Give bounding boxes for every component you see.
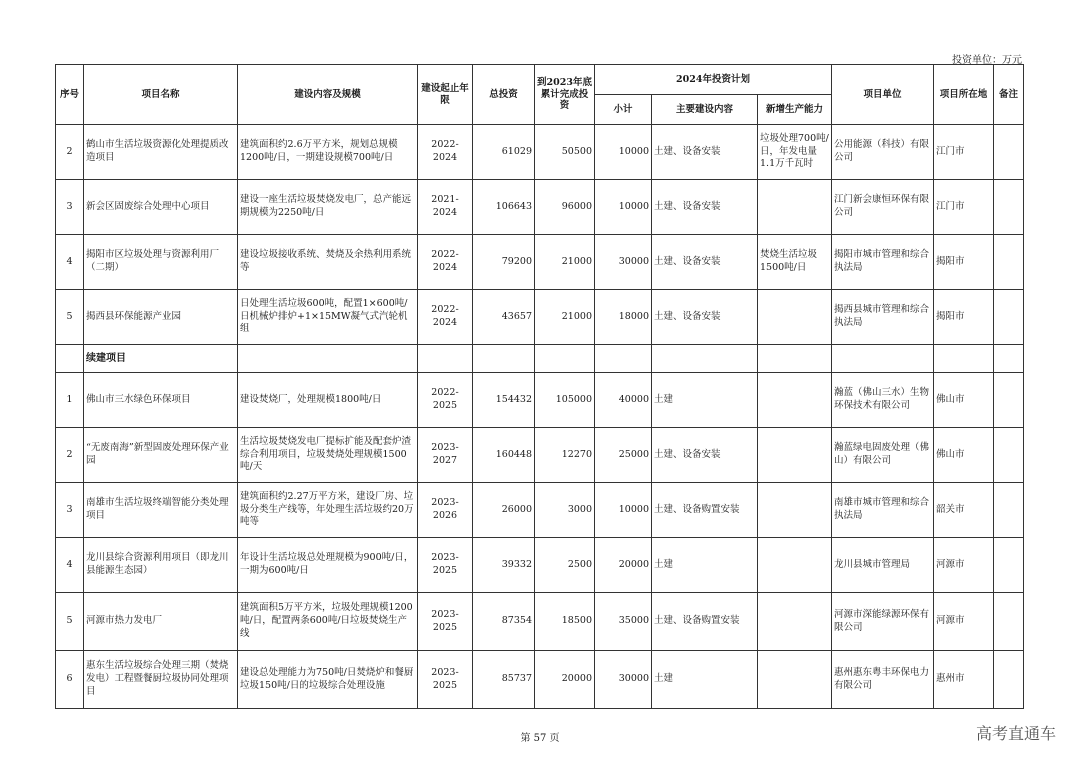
cell-unit: 瀚蓝绿电固废处理（佛山）有限公司: [832, 428, 934, 483]
cell-subtotal: 10000: [595, 483, 652, 538]
cell-done: 18500: [535, 593, 595, 651]
cell-location: 河源市: [934, 538, 994, 593]
cell-unit: 揭西县城市管理和综合执法局: [832, 290, 934, 345]
cell-period: 2021-2024: [418, 180, 473, 235]
cell-name: 揭西县环保能源产业园: [84, 290, 238, 345]
cell-subtotal: 10000: [595, 180, 652, 235]
header-location: 项目所在地: [934, 65, 994, 125]
cell-main: 土建: [652, 651, 758, 709]
cell-subtotal: 30000: [595, 651, 652, 709]
cell-remark: [994, 483, 1024, 538]
table-row: [56, 593, 1024, 651]
cell-content: 建设焚烧厂，处理规模1800吨/日: [238, 373, 418, 428]
cell-unit: 瀚蓝（佛山三水）生物环保技术有限公司: [832, 373, 934, 428]
cell-subtotal: 18000: [595, 290, 652, 345]
cell-done: 21000: [535, 290, 595, 345]
header-capacity: 新增生产能力: [758, 95, 832, 125]
cell-total: 39332: [473, 538, 535, 593]
cell-seq: 2: [56, 428, 84, 483]
cell-remark: [994, 290, 1024, 345]
cell-seq: 3: [56, 483, 84, 538]
cell-seq: 3: [56, 180, 84, 235]
cell-remark: [994, 235, 1024, 290]
cell-done: 96000: [535, 180, 595, 235]
cell-period: 2022-2024: [418, 125, 473, 180]
cell-capacity: [758, 180, 832, 235]
watermark-text: 高考直通车: [975, 724, 1056, 743]
header-name: 项目名称: [84, 65, 238, 125]
cell-location: 佛山市: [934, 373, 994, 428]
cell-location: 佛山市: [934, 428, 994, 483]
cell-location: 揭阳市: [934, 290, 994, 345]
cell-capacity: 垃圾处理700吨/日，年发电量1.1万千瓦时: [758, 125, 832, 180]
cell-content: 建筑面积约2.6万平方米，规划总规模1200吨/日，一期建设规模700吨/日: [238, 125, 418, 180]
cell-main: 土建、设备安装: [652, 180, 758, 235]
cell-period: 2023-2027: [418, 428, 473, 483]
cell-remark: [994, 180, 1024, 235]
cell-content: 建筑面积约2.27万平方米，建设厂房、垃圾分类生产线等，年处理生活垃圾约20万吨等: [238, 483, 418, 538]
cell-remark: [994, 593, 1024, 651]
cell-unit: 揭阳市城市管理和综合执法局: [832, 235, 934, 290]
cell-subtotal: 35000: [595, 593, 652, 651]
table-row: [56, 483, 1024, 538]
cell-period: 2023-2026: [418, 483, 473, 538]
header-seq: 序号: [56, 65, 84, 125]
cell-content: 建筑面积5万平方米，垃圾处理规模1200吨/日，配置两条600吨/日垃圾焚烧生产线: [238, 593, 418, 651]
header-unit: 项目单位: [832, 65, 934, 125]
cell-name: 南雄市生活垃圾终端智能分类处理项目: [84, 483, 238, 538]
cell-period: 2022-2024: [418, 290, 473, 345]
header-plan-2024: 2024年投资计划: [595, 65, 832, 95]
cell-content: 建设总处理能力为750吨/日焚烧炉和餐厨垃圾150吨/日的垃圾综合处理设施: [238, 651, 418, 709]
cell-main: 土建、设备安装: [652, 428, 758, 483]
cell-seq: 5: [56, 593, 84, 651]
cell-content: 生活垃圾焚烧发电厂提标扩能及配套炉渣综合利用项目，垃圾焚烧处理规模1500吨/天: [238, 428, 418, 483]
cell-remark: [994, 428, 1024, 483]
cell-location: 揭阳市: [934, 235, 994, 290]
cell-subtotal: 25000: [595, 428, 652, 483]
cell-seq: 1: [56, 373, 84, 428]
header-content: 建设内容及规模: [238, 65, 418, 125]
cell-content: 日处理生活垃圾600吨，配置1×600吨/日机械炉排炉+1×15MW凝气式汽轮机组: [238, 290, 418, 345]
cell-name: 新会区固废综合处理中心项目: [84, 180, 238, 235]
table-row: [56, 651, 1024, 709]
cell-done: 105000: [535, 373, 595, 428]
cell-remark: [994, 373, 1024, 428]
cell-total: 85737: [473, 651, 535, 709]
cell-main: 土建: [652, 538, 758, 593]
cell-period: 2023-2025: [418, 593, 473, 651]
cell-subtotal: 40000: [595, 373, 652, 428]
cell-location: 河源市: [934, 593, 994, 651]
cell-name: “无废南海”新型固废处理环保产业园: [84, 428, 238, 483]
cell-main: 土建: [652, 373, 758, 428]
cell-done: 20000: [535, 651, 595, 709]
cell-seq: 6: [56, 651, 84, 709]
cell-remark: [994, 538, 1024, 593]
cell-total: 87354: [473, 593, 535, 651]
cell-main: 土建、设备安装: [652, 235, 758, 290]
header-done: 到2023年底累计完成投资: [535, 65, 595, 125]
cell-done: 50500: [535, 125, 595, 180]
cell-unit: 惠州惠东粤丰环保电力有限公司: [832, 651, 934, 709]
cell-period: 2023-2025: [418, 651, 473, 709]
table-row: [56, 538, 1024, 593]
cell-content: 建设一座生活垃圾焚烧发电厂，总产能远期规模为2250吨/日: [238, 180, 418, 235]
cell-name: 佛山市三水绿色环保项目: [84, 373, 238, 428]
header-remark: 备注: [994, 65, 1024, 125]
cell-done: 2500: [535, 538, 595, 593]
page-number: 第 57 页: [520, 733, 560, 744]
cell-main: 土建、设备安装: [652, 290, 758, 345]
cell-name: 惠东生活垃圾综合处理三期（焚烧发电）工程暨餐厨垃圾协同处理项目: [84, 651, 238, 709]
cell-content: 年设计生活垃圾总处理规模为900吨/日，一期为600吨/日: [238, 538, 418, 593]
cell-period: 2022-2024: [418, 235, 473, 290]
header-total: 总投资: [473, 65, 535, 125]
cell-name: 龙川县综合资源利用项目（即龙川县能源生态园）: [84, 538, 238, 593]
cell-location: 江门市: [934, 180, 994, 235]
cell-done: 12270: [535, 428, 595, 483]
table-row: [56, 125, 1024, 180]
cell-remark: [994, 125, 1024, 180]
unit-note: 投资单位：万元: [952, 55, 1022, 66]
cell-done: 3000: [535, 483, 595, 538]
header-subtotal: 小计: [595, 95, 652, 125]
table-row: [56, 235, 1024, 290]
cell-capacity: 焚烧生活垃圾1500吨/日: [758, 235, 832, 290]
table-row: [56, 290, 1024, 345]
cell-total: 106643: [473, 180, 535, 235]
cell-location: 韶关市: [934, 483, 994, 538]
cell-unit: 公用能源（科技）有限公司: [832, 125, 934, 180]
investment-table: [55, 64, 1024, 709]
cell-unit: 龙川县城市管理局: [832, 538, 934, 593]
cell-total: 79200: [473, 235, 535, 290]
cell-total: 43657: [473, 290, 535, 345]
cell-unit: 南雄市城市管理和综合执法局: [832, 483, 934, 538]
header-main-content: 主要建设内容: [652, 95, 758, 125]
cell-name: 揭阳市区垃圾处理与资源利用厂（二期）: [84, 235, 238, 290]
cell-capacity: [758, 483, 832, 538]
cell-capacity: [758, 538, 832, 593]
cell-capacity: [758, 373, 832, 428]
cell-seq: 2: [56, 125, 84, 180]
cell-total: 154432: [473, 373, 535, 428]
cell-total: 160448: [473, 428, 535, 483]
cell-capacity: [758, 290, 832, 345]
cell-period: 2023-2025: [418, 538, 473, 593]
cell-name: 鹤山市生活垃圾资源化处理提质改造项目: [84, 125, 238, 180]
cell-period: 2022-2025: [418, 373, 473, 428]
table-row: [56, 428, 1024, 483]
cell-seq: 5: [56, 290, 84, 345]
table-row: [56, 373, 1024, 428]
section-row: [56, 345, 1024, 373]
cell-remark: [994, 651, 1024, 709]
table-row: [56, 180, 1024, 235]
cell-capacity: [758, 428, 832, 483]
cell-location: 江门市: [934, 125, 994, 180]
cell-subtotal: 10000: [595, 125, 652, 180]
cell-seq: 4: [56, 538, 84, 593]
cell-name: 河源市热力发电厂: [84, 593, 238, 651]
cell-location: 惠州市: [934, 651, 994, 709]
cell-main: 土建、设备购置安装: [652, 483, 758, 538]
cell-content: 建设垃圾接收系统、焚烧及余热利用系统等: [238, 235, 418, 290]
cell-total: 61029: [473, 125, 535, 180]
cell-unit: 河源市深能绿源环保有限公司: [832, 593, 934, 651]
cell-capacity: [758, 593, 832, 651]
cell-capacity: [758, 651, 832, 709]
section-continued-label: 续建项目: [84, 345, 238, 373]
cell-done: 21000: [535, 235, 595, 290]
cell-total: 26000: [473, 483, 535, 538]
cell-main: 土建、设备安装: [652, 125, 758, 180]
cell-main: 土建、设备购置安装: [652, 593, 758, 651]
cell-subtotal: 20000: [595, 538, 652, 593]
header-period: 建设起止年限: [418, 65, 473, 125]
cell-subtotal: 30000: [595, 235, 652, 290]
cell-unit: 江门新会康恒环保有限公司: [832, 180, 934, 235]
cell-seq: 4: [56, 235, 84, 290]
